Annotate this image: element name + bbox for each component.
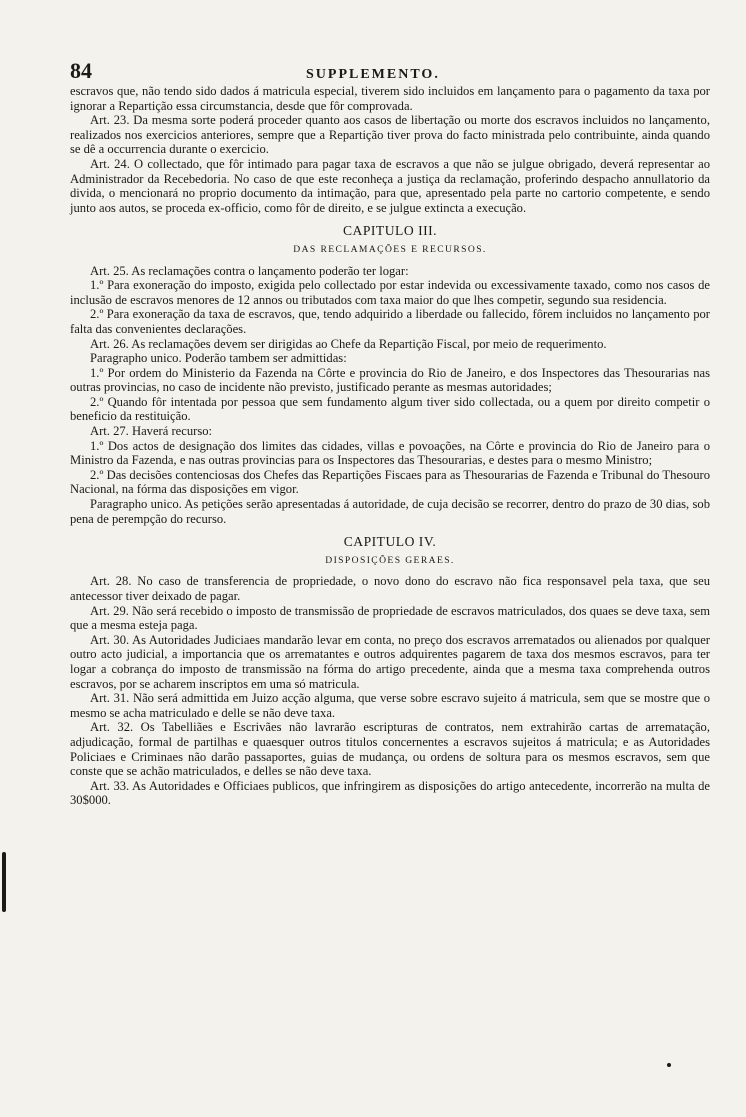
footer-dot bbox=[667, 1063, 671, 1067]
chapter-heading: CAPITULO III. bbox=[342, 223, 438, 239]
paragraph: 1.º Dos actos de designação dos limites das cidades, villas e povoações, na Côrte e provincia do Rio de Janeiro para o Ministro da Fazenda, e nas outras provincias para os Inspectores das Thesourarias, e destes para o mesmo Ministro; bbox=[70, 438, 710, 468]
chapter-heading: CAPITULO IV. bbox=[343, 534, 437, 550]
chapter-subtitle: DAS RECLAMAÇÕES E RECURSOS. bbox=[293, 243, 487, 255]
paragraph: Art. 25. As reclamações contra o lançamento poderão ter logar: bbox=[90, 263, 409, 278]
running-title: SUPPLEMENTO. bbox=[306, 67, 440, 82]
paragraph: escravos que, não tendo sido dados á matricula especial, tiverem sido incluidos em lançamento para o pagamento da taxa por ignorar a Repartição essa circumstancia, desde que fôr comprovada. bbox=[70, 84, 710, 113]
paragraph: Paragrapho unico. Poderão tambem ser admittidas: bbox=[90, 351, 347, 366]
paragraph: 2.º Das decisões contenciosas dos Chefes das Repartições Fiscaes para as Thesourarias de Fazenda e Tribunal do Thesouro Nacional, na fórma das disposições em vigor. bbox=[70, 467, 710, 497]
paragraph: Art. 28. No caso de transferencia de propriedade, o novo dono do escravo não fica responsavel pela taxa, que seu antecessor tiver deixado de pagar. bbox=[70, 574, 710, 603]
paragraph: 1.º Para exoneração do imposto, exigida pelo collectado por estar indevida ou excessivamente taxado, como nos casos de inclusão de escravos menores de 12 annos ou tributados com taxa maior do que lhes competir, segundo sua residencia. bbox=[70, 278, 710, 307]
chapter-subtitle: DISPOSIÇÕES GERAES. bbox=[325, 554, 455, 566]
page-header bbox=[70, 58, 710, 84]
paragraph: 2.º Quando fôr intentada por pessoa que sem fundamento algum tiver sido collectada, ou a quem por direito competir o beneficio da restituição. bbox=[70, 394, 710, 424]
body-text bbox=[70, 84, 710, 808]
margin-mark bbox=[2, 852, 6, 912]
paragraph: Art. 32. Os Tabelliães e Escrivães não lavrarão escripturas de contratos, nem extrahirão cartas de arrematação, adjudicação, formal de partilhas e quaesquer outros titulos concernentes a escravos sujeitos á matricula; e as Autoridades Policiaes e Criminaes não darão passaportes, guias de mudança, ou ordens de soltura para os mesmos escravos, sem que conste que se achão matriculados, e delles se não deve taxa. bbox=[70, 720, 710, 779]
paragraph: Art. 23. Da mesma sorte poderá proceder quanto aos casos de libertação ou morte dos escravos incluidos no lançamento, realizados nos exercicios anteriores, sempre que a Repartição tiver prova do facto ministrada pelo contribuinte, ainda quando se dê a occurrencia durante o exercicio. bbox=[70, 113, 710, 157]
paragraph: Art. 27. Haverá recurso: bbox=[90, 424, 213, 439]
paragraph: Art. 29. Não será recebido o imposto de transmissão de propriedade de escravos matriculados, dos quaes se deve taxa, sem que a mesma esteja paga. bbox=[70, 603, 710, 633]
paragraph: Art. 24. O collectado, que fôr intimado para pagar taxa de escravos a que não se julgue obrigado, deverá representar ao Administrador da Recebedoria. No caso de que este reconheça a justiça da reclamação, proferindo despacho annullatorio da divida, o mencionará no proprio documento da intimação, para que, apresentado pela parte no cartorio competente, e sendo junto aos autos, se proceda ex-officio, como fôr de direito, e se julgue extincta a execução. bbox=[70, 156, 710, 215]
paragraph: Art. 26. As reclamações devem ser dirigidas ao Chefe da Repartição Fiscal, por meio de requerimento. bbox=[90, 336, 607, 351]
paragraph: Art. 30. As Autoridades Judiciaes mandarão levar em conta, no preço dos escravos arrematados ou alienados por qualquer outro acto judicial, a importancia que os arrematantes e outros adquirentes pagarem de taxa dos mesmos escravos, para ter logar a cobrança do imposto de transmissão na fórma do artigo precedente, ainda que a mesma taxa comprehenda outros escravos, por se acharem inscriptos em uma só matricula. bbox=[70, 632, 710, 691]
paragraph: Art. 31. Não será admittida em Juizo acção alguma, que verse sobre escravo sujeito á matricula, sem que se mostre que o mesmo se acha matriculado e delle se não deve taxa. bbox=[70, 691, 710, 720]
paragraph: 2.º Para exoneração da taxa de escravos, que, tendo adquirido a liberdade ou fallecido, fôrem incluidos no lançamento por falta das convenientes declarações. bbox=[70, 307, 710, 336]
paragraph: Paragrapho unico. As petições serão apresentadas á autoridade, de cuja decisão se recorrer, dentro do prazo de 30 dias, sob pena de perempção do recurso. bbox=[70, 497, 710, 526]
page-number: 84 bbox=[70, 58, 92, 83]
paragraph: Art. 33. As Autoridades e Officiaes publicos, que infringirem as disposições do artigo antecedente, incorrerão na multa de 30$000. bbox=[70, 778, 710, 808]
document-page bbox=[70, 58, 710, 808]
paragraph: 1.º Por ordem do Ministerio da Fazenda na Côrte e provincia do Rio de Janeiro, e dos Inspectores das Thesourarias nas outras provincias, no caso de incidente não previsto, justificado perante as mesmas autoridades; bbox=[70, 365, 710, 395]
